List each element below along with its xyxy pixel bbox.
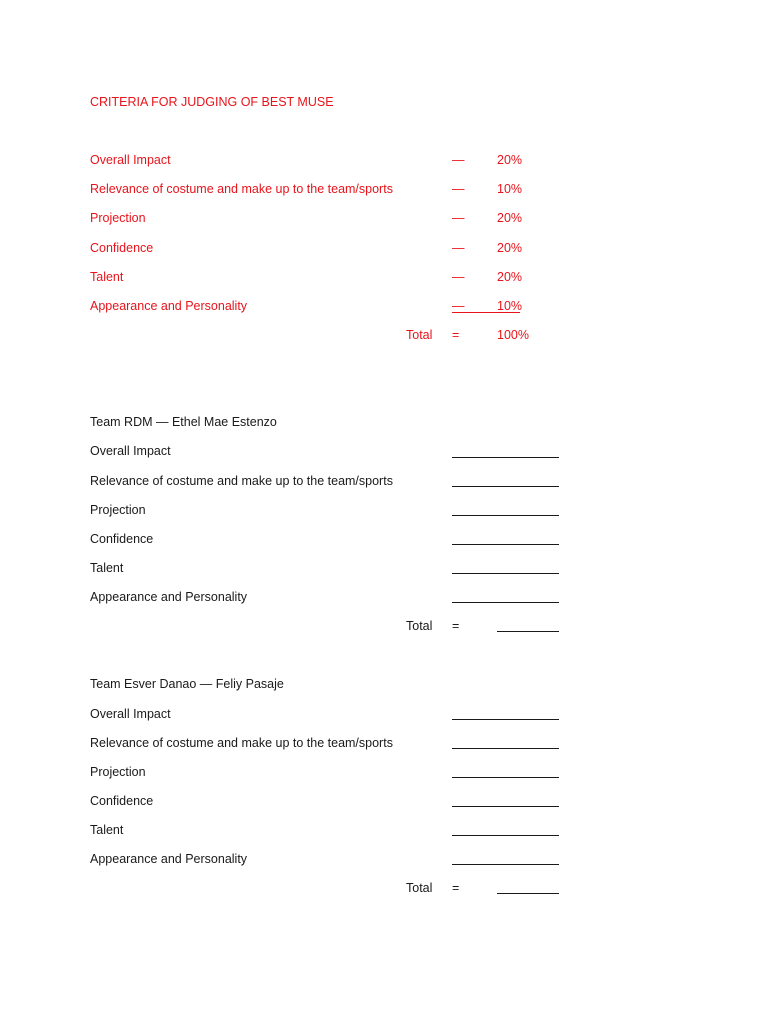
criteria-label: Talent <box>90 270 124 284</box>
criteria-label: Relevance of costume and make up to the team/sports <box>90 182 393 196</box>
criteria-dash: — <box>452 270 465 284</box>
criteria-dash: — <box>452 211 465 225</box>
criteria-label: Confidence <box>90 241 154 255</box>
criteria-total-label: Total <box>406 328 433 342</box>
score-blank-line-overlay <box>497 806 559 807</box>
criteria-percent: 10% <box>497 182 523 196</box>
score-blank-line[interactable] <box>452 602 559 603</box>
score-item-label: Projection <box>90 503 146 517</box>
score-item-label: Appearance and Personality <box>90 590 248 604</box>
score-item-label: Talent <box>90 823 124 837</box>
criteria-percent: 20% <box>497 153 523 167</box>
score-blank-line-overlay <box>497 777 559 778</box>
criteria-dash: — <box>452 241 465 255</box>
team-heading: Team Esver Danao — Feliy Pasaje <box>90 677 284 691</box>
criteria-total-value: 100% <box>497 328 529 342</box>
criteria-label: Projection <box>90 211 146 225</box>
underline-rule <box>452 312 520 313</box>
score-item-label: Relevance of costume and make up to the team/sports <box>90 474 393 488</box>
criteria-percent: 20% <box>497 270 523 284</box>
score-blank-line-overlay <box>497 486 559 487</box>
score-item-label: Projection <box>90 765 146 779</box>
score-item-label: Relevance of costume and make up to the team/sports <box>90 736 393 750</box>
score-item-label: Confidence <box>90 532 154 546</box>
criteria-label: Overall Impact <box>90 153 171 167</box>
total-blank-line[interactable] <box>497 893 559 894</box>
criteria-total-equals: = <box>452 328 460 342</box>
score-blank-line-overlay <box>497 515 559 516</box>
score-blank-line-overlay <box>497 544 559 545</box>
criteria-dash: — <box>452 153 465 167</box>
team-total-equals: = <box>452 619 460 633</box>
score-item-label: Confidence <box>90 794 154 808</box>
team-total-label: Total <box>406 619 433 633</box>
score-blank-line[interactable] <box>452 835 559 836</box>
criteria-dash: — <box>452 299 465 313</box>
criteria-dash: — <box>452 182 465 196</box>
team-total-label: Total <box>406 881 433 895</box>
score-blank-line-overlay <box>497 573 559 574</box>
team-heading: Team RDM — Ethel Mae Estenzo <box>90 415 277 429</box>
score-item-label: Appearance and Personality <box>90 852 248 866</box>
total-blank-line[interactable] <box>497 631 559 632</box>
criteria-percent: 20% <box>497 241 523 255</box>
criteria-label: Appearance and Personality <box>90 299 248 313</box>
criteria-percent: 20% <box>497 211 523 225</box>
score-item-label: Overall Impact <box>90 707 171 721</box>
score-item-label: Talent <box>90 561 124 575</box>
team-total-equals: = <box>452 881 460 895</box>
score-blank-line-overlay <box>497 748 559 749</box>
document-title: CRITERIA FOR JUDGING OF BEST MUSE <box>90 95 334 109</box>
score-blank-line[interactable] <box>452 457 559 458</box>
criteria-percent: 10% <box>497 299 523 313</box>
score-blank-line-overlay <box>497 719 559 720</box>
score-blank-line[interactable] <box>452 864 559 865</box>
score-item-label: Overall Impact <box>90 444 171 458</box>
